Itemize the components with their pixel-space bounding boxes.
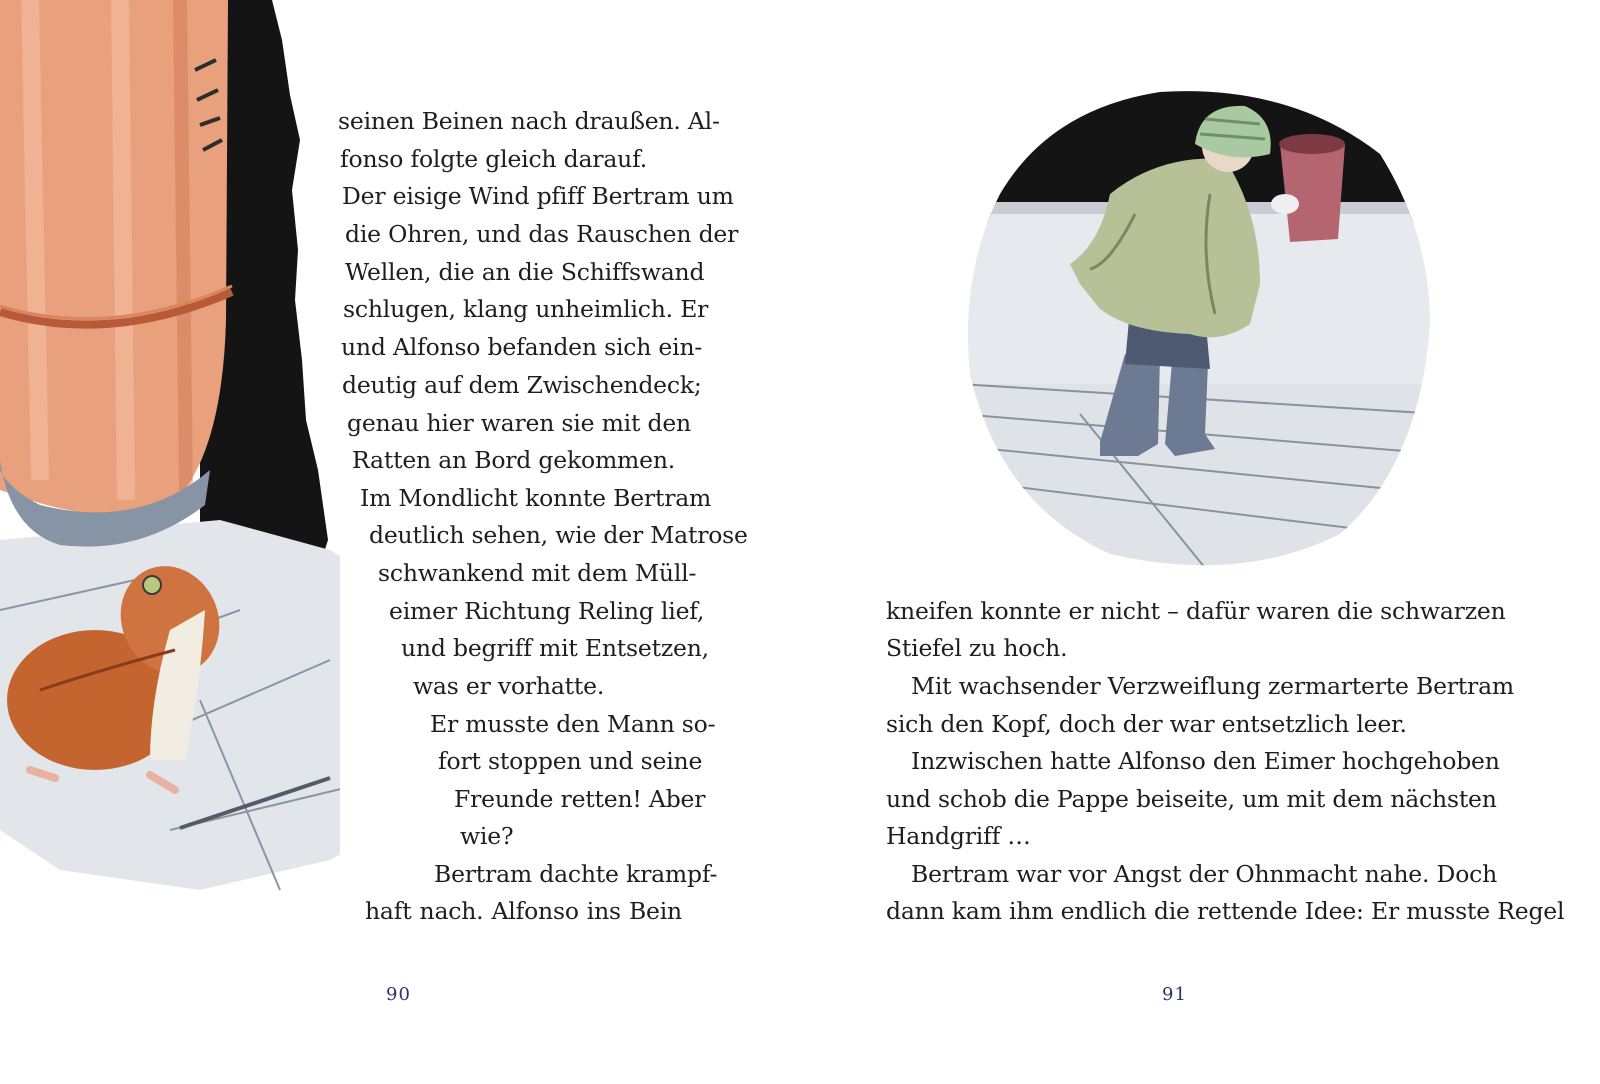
- text-line: Inzwischen hatte Alfonso den Eimer hochgehoben: [911, 747, 1500, 775]
- text-line: Bertram dachte krampf-: [434, 860, 718, 888]
- text-line: was er vorhatte.: [413, 672, 605, 700]
- bucket: [1280, 144, 1345, 242]
- hamster-pipe-illustration: [0, 0, 340, 900]
- text-line: Stiefel zu hoch.: [886, 634, 1068, 662]
- text-line: Bertram war vor Angst der Ohnmacht nahe. Doch: [911, 860, 1498, 888]
- page-number-left: 90: [386, 984, 411, 1005]
- text-line: fort stoppen und seine: [438, 747, 703, 775]
- text-line: haft nach. Alfonso ins Bein: [365, 897, 682, 925]
- text-line: schlugen, klang unheimlich. Er: [343, 295, 709, 323]
- text-line: eimer Richtung Reling lief,: [389, 597, 705, 625]
- text-line: sich den Kopf, doch der war entsetzlich leer.: [886, 710, 1407, 738]
- sailor-bucket-illustration: [960, 84, 1440, 574]
- text-line: Im Mondlicht konnte Bertram: [360, 484, 712, 512]
- text-line: genau hier waren sie mit den: [347, 409, 691, 437]
- text-line: deutig auf dem Zwischendeck;: [342, 371, 702, 399]
- page-number-right: 91: [1162, 984, 1187, 1005]
- text-line: kneifen konnte er nicht – dafür waren die schwarzen: [886, 597, 1506, 625]
- text-line: wie?: [460, 822, 514, 850]
- text-line: schwankend mit dem Müll-: [378, 559, 697, 587]
- text-line: und schob die Pappe beiseite, um mit dem nächsten: [886, 785, 1497, 813]
- text-line: seinen Beinen nach draußen. Al-: [338, 107, 720, 135]
- text-line: und begriff mit Entsetzen,: [401, 634, 709, 662]
- text-line: Er musste den Mann so-: [430, 710, 716, 738]
- text-line: Handgriff …: [886, 822, 1031, 850]
- text-line: Ratten an Bord gekommen.: [352, 446, 676, 474]
- text-line: fonso folgte gleich darauf.: [340, 145, 647, 173]
- text-line: Freunde retten! Aber: [454, 785, 706, 813]
- text-line: Wellen, die an die Schiffswand: [345, 258, 705, 286]
- text-line: Der eisige Wind pfiff Bertram um: [342, 182, 734, 210]
- text-line: dann kam ihm endlich die rettende Idee: Er musste Regel: [886, 897, 1565, 925]
- text-line: deutlich sehen, wie der Matrose: [369, 521, 748, 549]
- text-line: Mit wachsender Verzweiflung zermarterte Bertram: [911, 672, 1514, 700]
- text-line: die Ohren, und das Rauschen der: [345, 220, 739, 248]
- text-line: und Alfonso befanden sich ein-: [341, 333, 703, 361]
